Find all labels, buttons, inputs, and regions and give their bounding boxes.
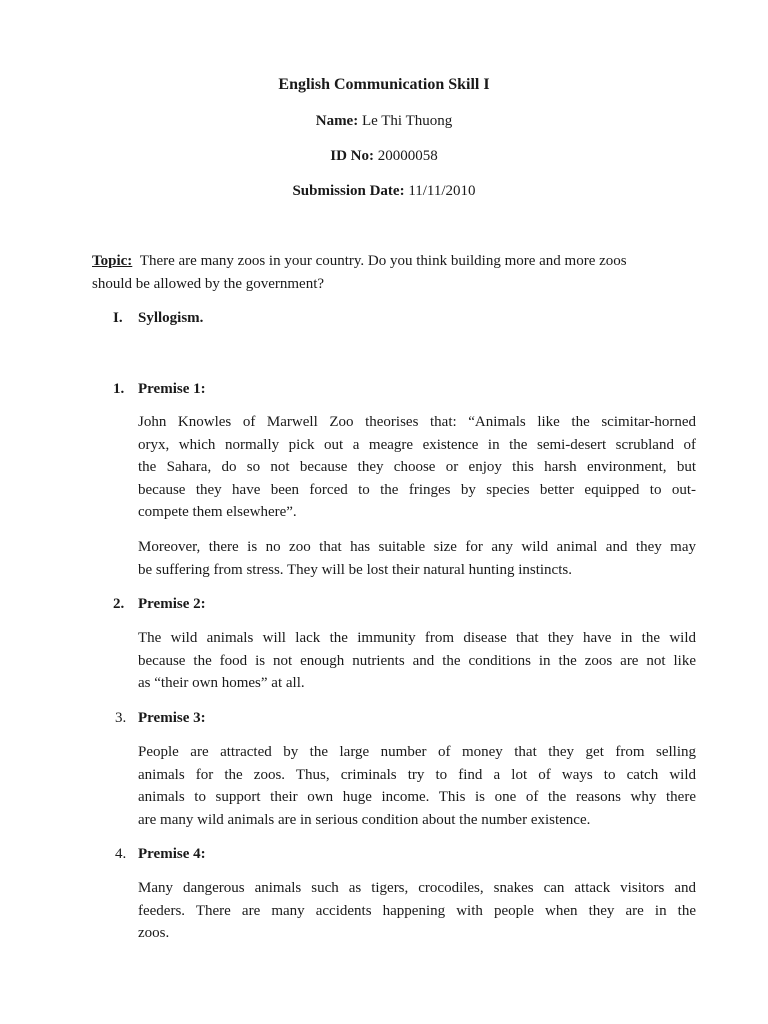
section-numeral: I. [113, 310, 123, 326]
premise-2-paragraph [138, 627, 696, 695]
premise-4-number: 4. [115, 846, 127, 862]
name-value: Le Thi Thuong [361, 113, 453, 129]
text-line: John Knowles of Marwell Zoo theorises that: “Animals like the scimitar-horned [138, 414, 696, 430]
text-line: because the food is not enough nutrients and the conditions in the zoos are not like [138, 652, 696, 669]
text-line: the Sahara, do so not because they choose or enjoy this harsh environment, but [138, 459, 696, 476]
text-line: feeders. There are many accidents happening with people when they are in the [138, 902, 696, 919]
id-label: ID No: [330, 148, 374, 164]
topic-line-2: should be allowed by the government? [92, 276, 325, 292]
text-line: compete them elsewhere”. [138, 504, 297, 521]
topic-line-1 [92, 250, 627, 272]
premise-2-title: Premise 2: [138, 596, 206, 612]
id-line [0, 145, 768, 167]
section-title: Syllogism. [138, 310, 204, 326]
text-line: The wild animals will lack the immunity from disease that they have in the wild [138, 630, 696, 646]
id-value: 20000058 [377, 148, 438, 164]
name-line [0, 110, 768, 132]
premise-4-paragraph [138, 877, 696, 945]
premise-2-number: 2. [113, 596, 125, 612]
topic-label: Topic: [92, 253, 133, 269]
text-line: People are attracted by the large number of money that they get from selling [138, 744, 696, 760]
premise-1-paragraph-2 [138, 536, 696, 581]
text-line: oryx, which normally pick out a meagre existence in the semi-desert scrubland of [138, 436, 696, 453]
text-line: because they have been forced to the fringes by species better equipped to out- [138, 481, 696, 498]
premise-3-title: Premise 3: [138, 710, 206, 726]
premise-3-paragraph [138, 741, 696, 831]
submission-date-line [0, 180, 768, 202]
text-line: are many wild animals are in serious condition about the number existence. [138, 811, 591, 828]
text-line: as “their own homes” at all. [138, 675, 305, 692]
date-value: 11/11/2010 [408, 183, 476, 199]
premise-1-title: Premise 1: [138, 381, 206, 397]
text-line: animals to support their own huge income. This is one of the reasons why there [138, 789, 696, 806]
premise-3-number: 3. [115, 710, 127, 726]
text-line: animals for the zoos. Thus, criminals try to find a lot of ways to catch wild [138, 766, 696, 783]
text-line: Moreover, there is no zoo that has suitable size for any wild animal and they may [138, 539, 696, 555]
premise-1-number: 1. [113, 381, 125, 397]
document-title: English Communication Skill I [278, 76, 490, 93]
text-line: zoos. [138, 925, 170, 942]
text-line: Many dangerous animals such as tigers, crocodiles, snakes can attack visitors and [138, 880, 696, 896]
topic-text-1: There are many zoos in your country. Do you think building more and more zoos [139, 253, 627, 269]
name-label: Name: [315, 113, 359, 129]
premise-4-title: Premise 4: [138, 846, 206, 862]
date-label: Submission Date: [292, 183, 405, 199]
text-line: be suffering from stress. They will be lost their natural hunting instincts. [138, 561, 572, 578]
premise-1-paragraph-1 [138, 411, 696, 524]
